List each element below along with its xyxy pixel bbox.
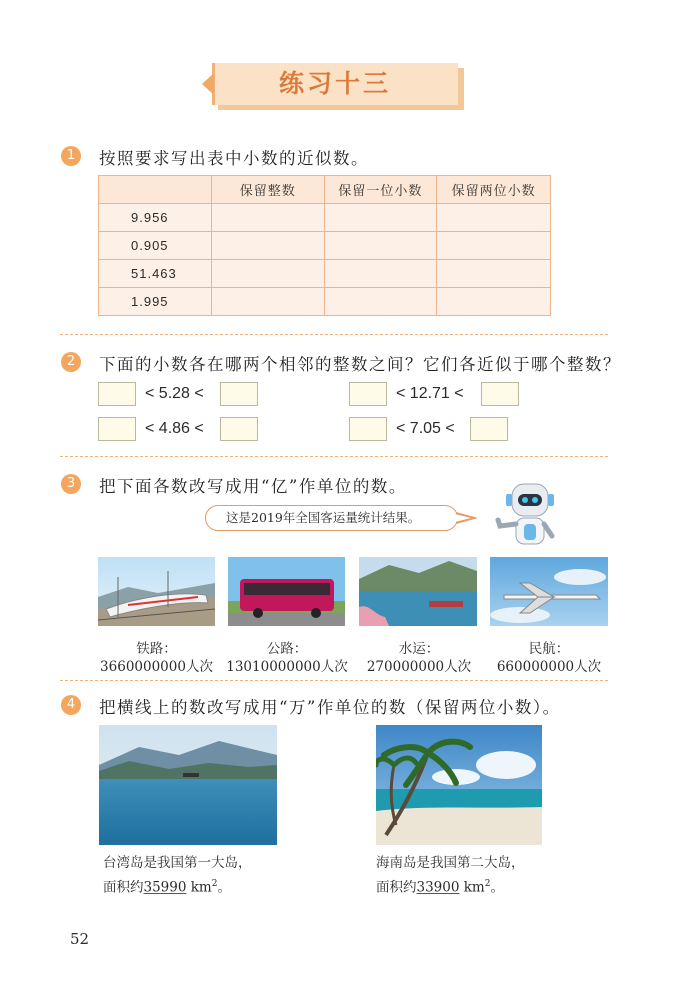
table-row: [99, 260, 551, 288]
stat-label: 水运：: [398, 641, 440, 657]
question-3-text: 把下面各数改写成用“亿”作单位的数。: [99, 477, 407, 496]
question-number-2: 2: [61, 352, 81, 372]
header-two-decimal: 保留两位小数: [437, 176, 551, 204]
island-text-line2: [103, 873, 231, 899]
train-photo: [98, 557, 215, 626]
area-prefix: 面积约: [103, 879, 144, 896]
area-prefix: 面积约: [376, 879, 417, 896]
bus-photo: [228, 557, 345, 626]
table-row: [99, 288, 551, 316]
area-value: 33900: [416, 879, 460, 896]
page-number: 52: [70, 930, 90, 948]
answer-box[interactable]: [220, 417, 258, 441]
inequality-text: < 7.05 <: [396, 420, 455, 437]
answer-box[interactable]: [470, 417, 508, 441]
inequality-text: < 5.28 <: [145, 385, 204, 402]
answer-box[interactable]: [220, 382, 258, 406]
stat-label: 民航：: [528, 641, 570, 657]
table-header-row: [99, 176, 551, 204]
area-end: 。: [490, 879, 504, 896]
area-unit: km: [463, 879, 485, 896]
stat-label: 铁路：: [136, 641, 177, 657]
stat-value: 270000000人次: [366, 659, 472, 675]
speech-bubble: 这是2019年全国客运量统计结果。: [205, 505, 458, 531]
approximation-table: [98, 175, 551, 316]
answer-box[interactable]: [98, 382, 136, 406]
answer-cell[interactable]: [211, 204, 324, 232]
question-number-3: 3: [61, 474, 81, 494]
area-unit-sup: 2: [211, 879, 218, 889]
answer-cell[interactable]: [437, 232, 551, 260]
ship-photo: [359, 557, 477, 626]
row-value: 1.995: [99, 288, 212, 316]
question-number-1: 1: [61, 146, 81, 166]
row-value: 51.463: [99, 260, 212, 288]
taiwan-island-photo: [99, 725, 277, 845]
island-text-line1: 台湾岛是我国第一大岛，: [103, 855, 252, 871]
answer-cell[interactable]: [324, 232, 437, 260]
island-text-line2: [376, 873, 504, 899]
hainan-island-photo: [376, 725, 542, 845]
table-row: [99, 204, 551, 232]
question-4-text: 把横线上的数改写成用“万”作单位的数（保留两位小数）。: [99, 698, 561, 717]
answer-cell[interactable]: [437, 260, 551, 288]
section-divider: [60, 456, 608, 457]
stat-value: 3660000000人次: [100, 659, 213, 675]
section-divider: [60, 334, 608, 335]
row-value: 0.905: [99, 232, 212, 260]
stat-label: 公路：: [266, 641, 308, 657]
area-value: 35990: [143, 879, 187, 896]
answer-cell[interactable]: [324, 260, 437, 288]
page-title: 练习十三: [278, 69, 391, 98]
stat-value: 13010000000人次: [226, 659, 348, 675]
question-number-4: 4: [61, 695, 81, 715]
answer-box[interactable]: [349, 382, 387, 406]
area-end: 。: [217, 879, 231, 896]
answer-cell[interactable]: [324, 288, 437, 316]
area-unit: km: [190, 879, 212, 896]
table-corner-cell: [99, 176, 212, 204]
inequality-text: < 12.71 <: [396, 385, 464, 402]
inequality-text: < 4.86 <: [145, 420, 204, 437]
question-2-text: 下面的小数各在哪两个相邻的整数之间？它们各近似于哪个整数？: [99, 355, 621, 374]
question-1-text: 按照要求写出表中小数的近似数。: [99, 149, 369, 168]
section-divider: [60, 680, 608, 681]
row-value: 9.956: [99, 204, 212, 232]
answer-cell[interactable]: [324, 204, 437, 232]
stat-value: 660000000人次: [496, 659, 602, 675]
airplane-photo: [490, 557, 608, 626]
speech-bubble-tail-inner: [455, 514, 471, 522]
answer-cell[interactable]: [211, 260, 324, 288]
header-one-decimal: 保留一位小数: [324, 176, 437, 204]
area-unit-sup: 2: [484, 879, 491, 889]
answer-box[interactable]: [481, 382, 519, 406]
answer-cell[interactable]: [437, 204, 551, 232]
answer-cell[interactable]: [211, 288, 324, 316]
header-integer: 保留整数: [211, 176, 324, 204]
answer-box[interactable]: [98, 417, 136, 441]
robot-icon: [494, 480, 564, 552]
table-row: [99, 232, 551, 260]
answer-cell[interactable]: [437, 288, 551, 316]
island-text-line1: 海南岛是我国第二大岛，: [376, 855, 525, 871]
answer-box[interactable]: [349, 417, 387, 441]
answer-cell[interactable]: [211, 232, 324, 260]
